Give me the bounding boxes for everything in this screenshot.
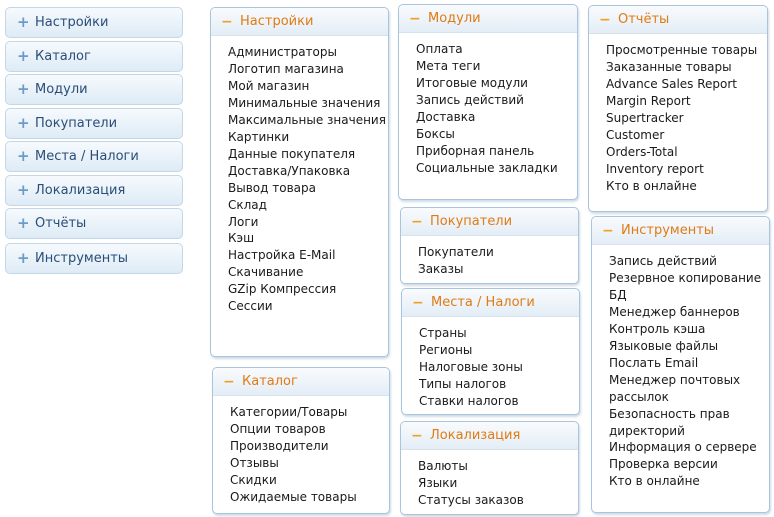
panel-link[interactable]: Администраторы bbox=[228, 45, 337, 59]
panel-link[interactable]: Склад bbox=[228, 197, 267, 212]
panel-link[interactable]: Ставки налогов bbox=[419, 393, 519, 408]
panel-modules bbox=[398, 4, 578, 200]
panel-link[interactable]: Мета теги bbox=[416, 58, 481, 73]
panel-links bbox=[402, 317, 579, 416]
plus-icon: + bbox=[17, 80, 30, 98]
minus-icon: − bbox=[411, 427, 423, 444]
panel-link[interactable]: Информация о сервере bbox=[609, 440, 757, 455]
panel-links bbox=[589, 34, 767, 201]
panel-title: Отчёты bbox=[618, 12, 670, 27]
sidebar-item-label: Отчёты bbox=[35, 216, 87, 231]
panel-header[interactable] bbox=[592, 217, 769, 245]
sidebar-item-label: Модули bbox=[35, 82, 88, 97]
panel-link[interactable]: Безопасность прав директорий bbox=[609, 406, 730, 438]
minus-icon: − bbox=[602, 222, 614, 239]
panel-link[interactable]: Запись действий bbox=[416, 92, 524, 107]
panel-header[interactable] bbox=[399, 5, 577, 33]
panel-link[interactable]: Кэш bbox=[228, 231, 255, 246]
panel-link[interactable]: Заказанные товары bbox=[606, 59, 732, 74]
panel-link[interactable]: Покупатели bbox=[418, 245, 494, 259]
panel-link[interactable]: GZip Компрессия bbox=[228, 282, 337, 297]
panel-link[interactable]: Контроль кэша bbox=[609, 321, 706, 336]
panel-link[interactable]: Регионы bbox=[419, 342, 473, 357]
panel-link[interactable]: Запись действий bbox=[609, 254, 717, 268]
plus-icon: + bbox=[17, 249, 30, 267]
panel-link[interactable]: Отзывы bbox=[230, 455, 279, 470]
minus-icon: − bbox=[221, 13, 233, 30]
panel-links bbox=[592, 245, 769, 496]
minus-icon: − bbox=[599, 11, 611, 28]
plus-icon: + bbox=[17, 214, 30, 232]
sidebar-item-tools[interactable] bbox=[5, 243, 183, 274]
panel-title: Настройки bbox=[240, 14, 314, 29]
panel-link[interactable]: Доставка/Упаковка bbox=[228, 163, 351, 178]
panel-link[interactable]: Опции товаров bbox=[230, 421, 326, 436]
sidebar-item-reports[interactable] bbox=[5, 208, 183, 239]
panel-links bbox=[399, 33, 577, 183]
panel-link[interactable]: Скидки bbox=[230, 472, 277, 487]
panel-header[interactable] bbox=[402, 289, 579, 317]
panel-link[interactable]: Доставка bbox=[416, 109, 476, 124]
minus-icon: − bbox=[411, 213, 423, 230]
sidebar-item-label: Каталог bbox=[35, 49, 91, 64]
panel-title: Каталог bbox=[242, 374, 298, 389]
panel-title: Модули bbox=[428, 11, 481, 26]
panel-link[interactable]: Кто в онлайне bbox=[609, 474, 700, 489]
panel-link[interactable]: Проверка версии bbox=[609, 457, 718, 472]
panel-link[interactable]: Языковые файлы bbox=[609, 338, 719, 353]
panel-title: Места / Налоги bbox=[431, 295, 535, 310]
panel-link[interactable]: Боксы bbox=[416, 126, 455, 141]
sidebar-item-label: Покупатели bbox=[35, 116, 118, 131]
panel-link[interactable]: Просмотренные товары bbox=[606, 43, 758, 57]
minus-icon: − bbox=[409, 10, 421, 27]
panel-link[interactable]: Вывод товара bbox=[228, 180, 316, 195]
panel-link[interactable]: Максимальные значения bbox=[228, 112, 386, 127]
panel-link[interactable]: Данные покупателя bbox=[228, 146, 356, 161]
panel-link[interactable]: Языки bbox=[418, 475, 458, 490]
sidebar-item-taxes[interactable] bbox=[5, 141, 183, 172]
panel-title: Инструменты bbox=[621, 223, 715, 238]
panel-link[interactable]: Послать Email bbox=[609, 355, 699, 370]
panel-link[interactable]: Inventory report bbox=[606, 161, 704, 176]
panel-title: Локализация bbox=[430, 428, 521, 443]
panel-link[interactable]: Advance Sales Report bbox=[606, 76, 738, 91]
panel-link[interactable]: Supertracker bbox=[606, 110, 684, 125]
panel-links bbox=[211, 36, 388, 321]
sidebar-item-localization[interactable] bbox=[5, 175, 183, 206]
panel-link[interactable]: Логи bbox=[228, 214, 259, 229]
plus-icon: + bbox=[17, 114, 30, 132]
panel-header[interactable] bbox=[401, 208, 578, 236]
sidebar-item-label: Инструменты bbox=[35, 251, 129, 266]
panel-link[interactable]: Ожидаемые товары bbox=[230, 489, 357, 504]
panel-tools bbox=[591, 216, 770, 513]
panel-settings bbox=[210, 7, 389, 357]
minus-icon: − bbox=[223, 373, 235, 390]
panel-link[interactable]: Производители bbox=[230, 438, 329, 453]
panel-header[interactable] bbox=[211, 8, 388, 36]
panel-link[interactable]: Минимальные значения bbox=[228, 95, 381, 110]
panel-links bbox=[401, 236, 578, 284]
panel-taxes bbox=[401, 288, 580, 415]
panel-link[interactable]: Менеджер баннеров bbox=[609, 304, 740, 319]
panel-link[interactable]: Резервное копирование БД bbox=[609, 270, 762, 302]
panel-link[interactable]: Приборная панель bbox=[416, 143, 535, 158]
plus-icon: + bbox=[17, 147, 30, 165]
panel-localization bbox=[400, 421, 579, 515]
panel-link[interactable]: Логотип магазина bbox=[228, 61, 344, 76]
panel-link[interactable]: Настройка E-Mail bbox=[228, 248, 336, 263]
sidebar-item-catalog[interactable] bbox=[5, 41, 183, 72]
panel-title: Покупатели bbox=[430, 214, 513, 229]
panel-link[interactable]: Статусы заказов bbox=[418, 492, 524, 507]
panel-link[interactable]: Кто в онлайне bbox=[606, 178, 697, 193]
sidebar-item-customers[interactable] bbox=[5, 108, 183, 139]
panel-link[interactable]: Социальные закладки bbox=[416, 160, 558, 175]
panel-link[interactable]: Картинки bbox=[228, 129, 290, 144]
panel-link[interactable]: Оплата bbox=[416, 42, 463, 56]
panel-catalog bbox=[212, 367, 390, 514]
panel-link[interactable]: Сессии bbox=[228, 299, 273, 314]
plus-icon: + bbox=[17, 13, 30, 31]
minus-icon: − bbox=[412, 294, 424, 311]
panel-link[interactable]: Orders-Total bbox=[606, 144, 678, 159]
sidebar-item-settings[interactable] bbox=[5, 7, 183, 38]
sidebar-item-modules[interactable] bbox=[5, 74, 183, 105]
panel-header[interactable] bbox=[589, 6, 767, 34]
sidebar-item-label: Места / Налоги bbox=[35, 149, 139, 164]
panel-customers bbox=[400, 207, 579, 284]
panel-link[interactable]: Margin Report bbox=[606, 93, 691, 108]
panel-link[interactable]: Заказы bbox=[418, 261, 464, 276]
panel-reports bbox=[588, 5, 768, 212]
panel-link[interactable]: Скачивание bbox=[228, 265, 304, 280]
panel-link[interactable]: Налоговые зоны bbox=[419, 359, 523, 374]
panel-link[interactable]: Итоговые модули bbox=[416, 75, 528, 90]
panel-link[interactable]: Мой магазин bbox=[228, 78, 310, 93]
panel-header[interactable] bbox=[401, 422, 578, 450]
panel-link[interactable]: Валюты bbox=[418, 459, 468, 473]
panel-link[interactable]: Customer bbox=[606, 127, 665, 142]
panel-links bbox=[213, 396, 389, 512]
sidebar-item-label: Локализация bbox=[35, 183, 126, 198]
panel-header[interactable] bbox=[213, 368, 389, 396]
panel-link[interactable]: Страны bbox=[419, 326, 467, 340]
panel-link[interactable]: Менеджер почтовых рассылок bbox=[609, 372, 741, 404]
panel-link[interactable]: Категории/Товары bbox=[230, 405, 348, 419]
plus-icon: + bbox=[17, 47, 30, 65]
panel-link[interactable]: Типы налогов bbox=[419, 376, 507, 391]
sidebar-item-label: Настройки bbox=[35, 15, 109, 30]
panel-links bbox=[401, 450, 578, 515]
plus-icon: + bbox=[17, 181, 30, 199]
